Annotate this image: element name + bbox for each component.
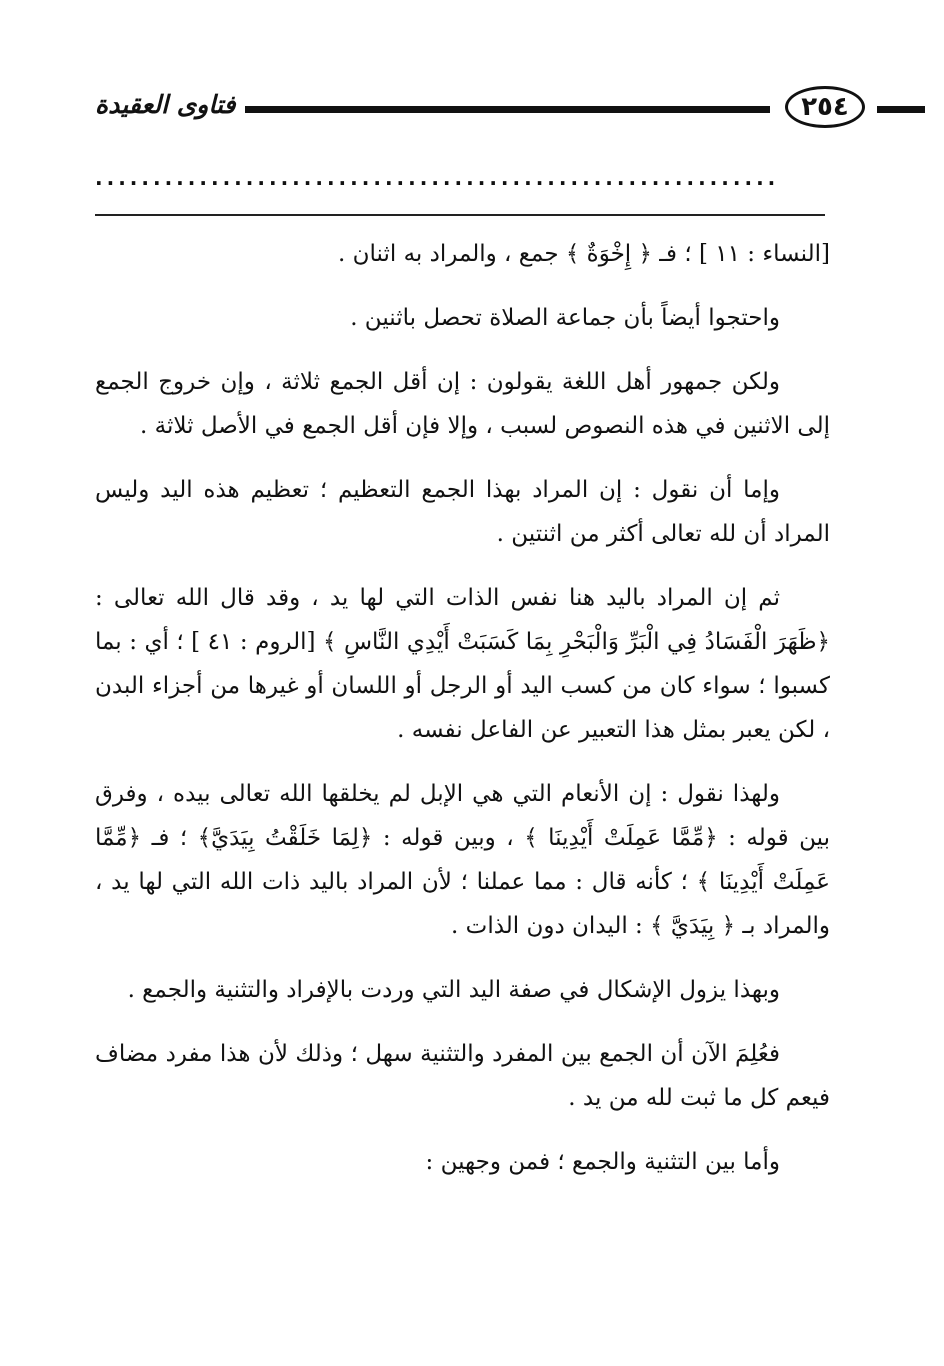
footnote-separator-dots: ...........................................................	[95, 168, 780, 188]
paragraph: وإما أن نقول : إن المراد بهذا الجمع التعظيم ؛ تعظيم هذه اليد وليس المراد أن لله تعالى أكثر من اثنتين .	[95, 477, 830, 547]
paragraph: وبهذا يزول الإشكال في صفة اليد التي وردت بالإفراد والتثنية والجمع .	[127, 977, 780, 1003]
separator-rule	[95, 214, 825, 216]
paragraph: ثم إن المراد باليد هنا نفس الذات التي لها يد ، وقد قال الله تعالى : ﴿ظَهَرَ الْفَسَادُ فِي الْبَرِّ وَالْبَحْرِ بِمَا كَسَبَتْ أَيْدِي النَّاسِ ﴾ [الروم : ٤١ ] ؛ أي : بما كسبوا ؛ سواء كان من كسب اليد أو الرجل أو اللسان أو غيرها من أجزاء البدن ، لكن يعبر بمثل هذا التعبير عن الفاعل نفسه .	[95, 585, 830, 743]
paragraph: [النساء : ١١ ] ؛ فـ ﴿ إِخْوَةٌ ﴾ جمع ، والمراد به اثنان .	[338, 241, 830, 267]
header-rule-right	[877, 106, 925, 113]
paragraph: واحتجوا أيضاً بأن جماعة الصلاة تحصل باثنين .	[350, 305, 780, 331]
paragraph: ولهذا نقول : إن الأنعام التي هي الإبل لم يخلقها الله تعالى بيده ، وفرق بين قوله : ﴿مِّمَّا عَمِلَتْ أَيْدِينَا ﴾ ، وبين قوله : ﴿لِمَا خَلَقْتُ بِيَدَيَّ﴾ ؛ فـ ﴿مِّمَّا عَمِلَتْ أَيْدِينَا ﴾ ؛ كأنه قال : مما عملنا ؛ لأن المراد باليد ذات الله التي لها يد ، والمراد بـ ﴿ بِيَدَيَّ ﴾ : اليدان دون الذات .	[95, 781, 830, 939]
page-header	[95, 84, 849, 134]
page-number: ٢٥٤	[785, 86, 865, 128]
paragraph: وأما بين التثنية والجمع ؛ فمن وجهين :	[425, 1149, 780, 1175]
paragraph: ولكن جمهور أهل اللغة يقولون : إن أقل الجمع ثلاثة ، وإن خروج الجمع إلى الاثنين في هذه النصوص لسبب ، وإلا فإن أقل الجمع في الأصل ثلاثة .	[95, 369, 830, 439]
book-title: فتاوى العقيدة	[95, 90, 236, 119]
paragraph: فعُلِمَ الآن أن الجمع بين المفرد والتثنية سهل ؛ وذلك لأن هذا مفرد مضاف فيعم كل ما ثبت لله من يد .	[95, 1041, 830, 1111]
header-rule-left	[245, 106, 770, 113]
body-text	[95, 232, 830, 1204]
